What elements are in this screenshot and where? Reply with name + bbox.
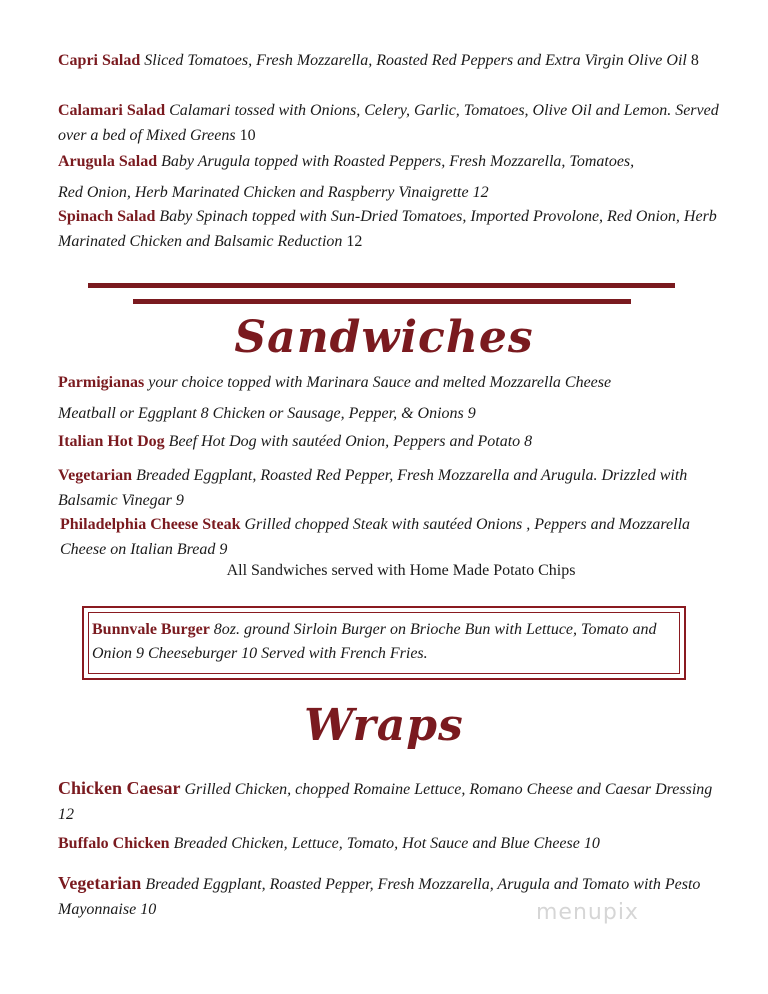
item-name: Arugula Salad — [58, 153, 158, 170]
item-description: Grilled chopped Steak with sautéed Onions , Peppers and Mozzarella Cheese on Italian Bread 9 — [60, 516, 691, 558]
item-price: 12 — [346, 233, 363, 250]
item-name: Italian Hot Dog — [58, 433, 165, 450]
item-description: 8oz. ground Sirloin Burger on Brioche Bun with Lettuce, Tomato and Onion 9 Cheeseburger 10 Served with French Fries. — [92, 621, 657, 662]
menu-item-arugula-salad — [58, 149, 728, 174]
item-description: Sliced Tomatoes, Fresh Mozzarella, Roasted Red Peppers and Extra Virgin Olive Oil — [144, 52, 687, 69]
sandwiches-note: All Sandwiches served with Home Made Potato Chips — [226, 562, 576, 579]
menu-item-capri-salad — [58, 48, 728, 73]
menu-item-bunnvale-burger — [92, 618, 672, 666]
item-price: 8 — [690, 52, 699, 69]
item-description: Red Onion, Herb Marinated Chicken and Raspberry Vinaigrette 12 — [58, 184, 489, 201]
item-name: Capri Salad — [58, 52, 141, 69]
item-description: Breaded Chicken, Lettuce, Tomato, Hot Sauce and Blue Cheese 10 — [173, 835, 600, 852]
item-description: Baby Spinach topped with Sun-Dried Tomatoes, Imported Provolone, Red Onion, Herb Marinated Chicken and Balsamic Reduction — [58, 208, 717, 250]
menu-item-calamari-salad — [58, 98, 728, 148]
watermark-logo: menupix — [536, 900, 639, 925]
item-name: Philadelphia Cheese Steak — [60, 516, 241, 533]
section-heading-wraps: Wraps — [304, 700, 464, 751]
item-name: Chicken Caesar — [58, 778, 181, 798]
item-description: Calamari tossed with Onions, Celery, Garlic, Tomatoes, Olive Oil and Lemon. Served over a bed of Mixed Greens — [58, 102, 719, 144]
item-name: Vegetarian — [58, 873, 142, 893]
menu-item-philadelphia-cheese-steak — [60, 512, 730, 562]
menu-item-spinach-salad — [58, 204, 728, 254]
item-description: Meatball or Eggplant 8 Chicken or Sausage, Pepper, & Onions 9 — [58, 405, 476, 422]
divider-rule-bottom — [133, 299, 631, 304]
burger-feature-box — [82, 606, 686, 680]
item-name: Calamari Salad — [58, 102, 166, 119]
item-description: Grilled Chicken, chopped Romaine Lettuce, Romano Cheese and Caesar Dressing 12 — [58, 781, 713, 823]
menu-item-arugula-salad-line2 — [58, 180, 728, 205]
item-description: Breaded Eggplant, Roasted Pepper, Fresh Mozzarella, Arugula and Tomato with Pesto Mayonnaise 10 — [58, 876, 701, 918]
menu-item-buffalo-chicken — [58, 831, 728, 856]
item-name: Parmigianas — [58, 374, 145, 391]
item-description: Beef Hot Dog with sautéed Onion, Peppers and Potato 8 — [168, 433, 533, 450]
item-description: Baby Arugula topped with Roasted Peppers, Fresh Mozzarella, Tomatoes, — [161, 153, 635, 170]
item-name: Vegetarian — [58, 467, 133, 484]
menu-item-chicken-caesar — [58, 776, 728, 827]
item-name: Bunnvale Burger — [92, 621, 210, 638]
item-name: Spinach Salad — [58, 208, 156, 225]
menu-item-parmigianas — [58, 370, 728, 395]
item-price: 10 — [239, 127, 256, 144]
menu-item-parmigianas-options — [58, 401, 728, 426]
item-description: your choice topped with Marinara Sauce and melted Mozzarella Cheese — [148, 374, 612, 391]
menu-item-vegetarian-sandwich — [58, 463, 728, 513]
menu-item-italian-hot-dog — [58, 429, 728, 454]
divider-rule-top — [88, 283, 675, 288]
section-heading-sandwiches: Sandwiches — [234, 312, 534, 363]
item-description: Breaded Eggplant, Roasted Red Pepper, Fresh Mozzarella and Arugula. Drizzled with Balsamic Vinegar 9 — [58, 467, 688, 509]
item-name: Buffalo Chicken — [58, 835, 170, 852]
